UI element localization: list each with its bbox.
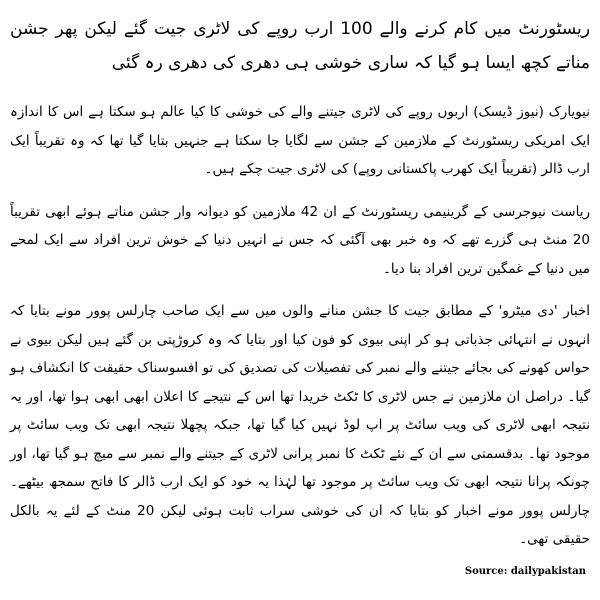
source-credit: Source: dailypakistan bbox=[464, 566, 586, 577]
paragraph-celebration: ریاست نیوجرسی کے گرینیمی ریسٹورنٹ کے ان 42 ملازمین کو دیوانہ وار جشن مناتے ہوئے ابھی تقریباً 20 منٹ ہی گزرے تھے کہ وہ خبر بھی آگئی کہ جس نے انہیں دنیا کے خوش ترین افراد سے ایک لمحے میں دنیا کے غمگین ترین افراد بنا دیا۔ bbox=[10, 203, 590, 277]
paragraph-intro: نیویارک (نیوز ڈیسک) اربوں روپے کی لاٹری جیتنے والے کی خوشی کا کیا عالم ہو سکتا ہے اس کا اندازہ ایک امریکی ریسٹورنٹ کے ملازمین کے جشن سے لگایا جا سکتا ہے جنہیں بتایا گیا تھا کہ وہ تقریباً ایک ارب ڈالر (تقریباً ایک کھرب پاکستانی روپے) کی لاٹری جیت چکے ہیں۔ bbox=[10, 104, 590, 177]
article bbox=[10, 12, 590, 568]
paragraph-details: اخبار 'دی میٹرو' کے مطابق جیت کا جشن منانے والوں میں سے ایک صاحب چارلس پوور مونے بتایا کہ انہوں نے انتہائی جذباتی ہو کر اپنی بیوی کو فون کیا اور بتایا کہ وہ کروڑپتی بن گئے ہیں لیکن بیوی نے حواس کھونے کی بجائے جیتنے والے نمبر کی تفصیلات کی تصدیق کی تو افسوسناک حقیقت کا انکشاف ہو گیا۔ دراصل ان ملازمین نے جس لاٹری کا ٹکٹ خریدا تھا اس کے نتیجے کا اعلان ابھی ابھی ہوا تھا، اور یہ نتیجہ ابھی لاٹری کی ویب سائٹ پر اپ لوڈ نہیں کیا گیا تھا، جبکہ پچھلا نتیجہ ابھی تک ویب سائٹ پر موجود تھا۔ بدقسمتی سے ان کے نئے ٹکٹ کا نمبر پرانی لاٹری کے جیتنے والے نمبر سے میچ ہو گیا تھا، اور چونکہ پرانا نتیجہ ابھی تک ویب سائٹ پر موجود تھا لہٰذا یہ خود کو ایک ارب ڈالر کا فاتح سمجھ بیٹھے۔ چارلس پوور مونے اخبار کو بتایا کہ ان کی خوشی سراب ثابت ہوئی لیکن 20 منٹ کے لئے یہ بالکل حقیقی تھی۔ bbox=[10, 303, 590, 547]
headline: ریسٹورنٹ میں کام کرنے والے 100 ارب روپے کی لاٹری جیت گئے لیکن پھر جشن مناتے کچھ ایسا ہو گیا کہ ساری خوشی ہی دھری کی دھری رہ گئی bbox=[10, 19, 590, 73]
